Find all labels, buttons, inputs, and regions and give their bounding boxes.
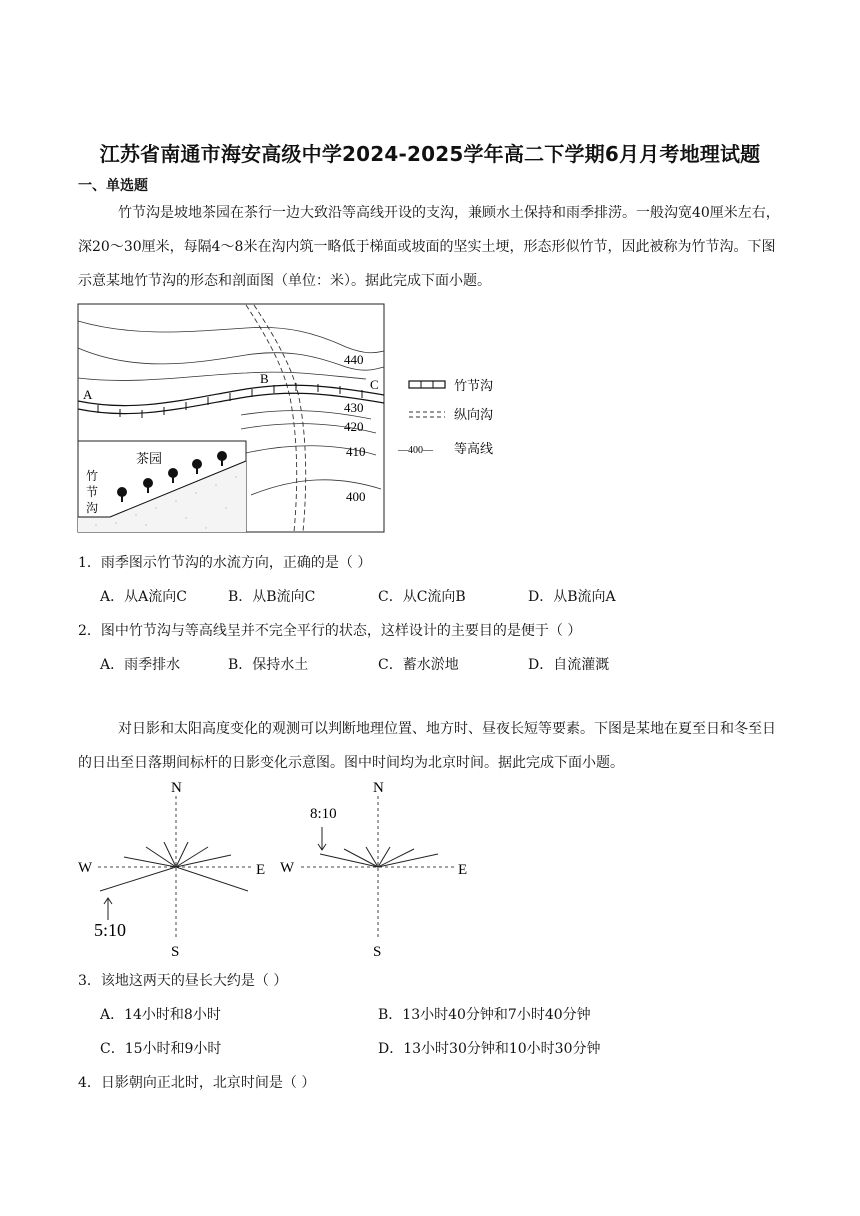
question-3-stem: 3．该地这两天的昼长大约是（ ） [78, 973, 288, 989]
contour-label-400: 400 [346, 489, 366, 504]
q2-option-c[interactable]: C．蓄水淤地 [378, 657, 459, 673]
terraced-ditch-map [76, 303, 506, 535]
left-w-label: W [78, 860, 93, 876]
right-n-label: N [373, 780, 384, 796]
legend-contour-label: 等高线 [454, 441, 494, 456]
right-e-label: E [458, 862, 468, 878]
inset-label-zhu: 竹 [86, 469, 99, 483]
q3-option-d[interactable]: D．13小时30分钟和10小时30分钟 [378, 1041, 601, 1057]
legend-bamboo-swatch [409, 381, 445, 388]
question-2-stem: 2．图中竹节沟与等高线呈并不完全平行的状态，这样设计的主要目的是便于（ ） [78, 623, 582, 639]
question-4-stem: 4．日影朝向正北时，北京时间是（ ） [78, 1075, 316, 1091]
legend-contour-sample: —400— [398, 445, 433, 456]
q2-option-d[interactable]: D．自流灌溉 [528, 657, 610, 673]
q1-option-d[interactable]: D．从B流向A [528, 589, 616, 605]
passage-1: 竹节沟是坡地茶园在茶行一边大致沿等高线开设的支沟，兼顾水土保持和雨季排涝。一般沟宽40厘米左右，深20～30厘米，每隔4～8米在沟内筑一略低于梯面或坡面的坚实土埂，形态形似竹节，因此被称为竹节沟。下图示意某地竹节沟的形态和剖面图（单位：米）。据此完成下面小题。 [78, 205, 780, 289]
q3-option-b[interactable]: B．13小时40分钟和7小时40分钟 [378, 1007, 591, 1023]
left-n-label: N [171, 780, 182, 796]
q3-option-a[interactable]: A．14小时和8小时 [100, 1007, 221, 1023]
inset-label-gou: 沟 [86, 501, 99, 515]
compass-right [280, 780, 467, 960]
point-b-label: B [260, 371, 269, 386]
point-a-label: A [83, 387, 93, 402]
passage-2: 对日影和太阳高度变化的观测可以判断地理位置、地方时、昼夜长短等要素。下图是某地在夏至日和冬至日的日出至日落期间标杆的日影变化示意图。图中时间均为北京时间。据此完成下面小题。 [78, 721, 776, 771]
q2-option-a[interactable]: A．雨季排水 [100, 657, 181, 673]
q1-option-c[interactable]: C．从C流向B [378, 589, 466, 605]
right-time-label: 8:10 [310, 806, 337, 822]
inset-label-jie: 节 [86, 485, 99, 499]
q1-option-a[interactable]: A．从A流向C [100, 589, 187, 605]
compass-left [78, 780, 265, 960]
left-e-label: E [256, 862, 266, 878]
q2-option-b[interactable]: B．保持水土 [228, 657, 309, 673]
q1-option-b[interactable]: B．从B流向C [228, 589, 316, 605]
section-heading: 一、单选题 [78, 178, 148, 194]
question-1-stem: 1．雨季图示竹节沟的水流方向，正确的是（ ） [78, 555, 372, 571]
shadow-diagram [76, 778, 506, 964]
right-s-label: S [373, 944, 382, 960]
legend-bamboo-label: 竹节沟 [454, 378, 494, 393]
contour-label-420: 420 [344, 419, 364, 434]
legend [397, 378, 493, 456]
tea-garden-label: 茶园 [136, 451, 163, 466]
contour-label-430: 430 [344, 400, 364, 415]
right-w-label: W [280, 860, 295, 876]
point-c-label: C [370, 377, 379, 392]
left-time-label: 5:10 [94, 920, 127, 940]
contour-label-410: 410 [346, 444, 366, 459]
q3-option-c[interactable]: C．15小时和9小时 [100, 1041, 222, 1057]
contour-label-440: 440 [344, 352, 364, 367]
left-s-label: S [171, 944, 180, 960]
legend-vertical-label: 纵向沟 [454, 407, 494, 422]
shadow-lines-right [320, 847, 438, 867]
page-title: 江苏省南通市海安高级中学2024-2025学年高二下学期6月月考地理试题 [99, 142, 761, 166]
